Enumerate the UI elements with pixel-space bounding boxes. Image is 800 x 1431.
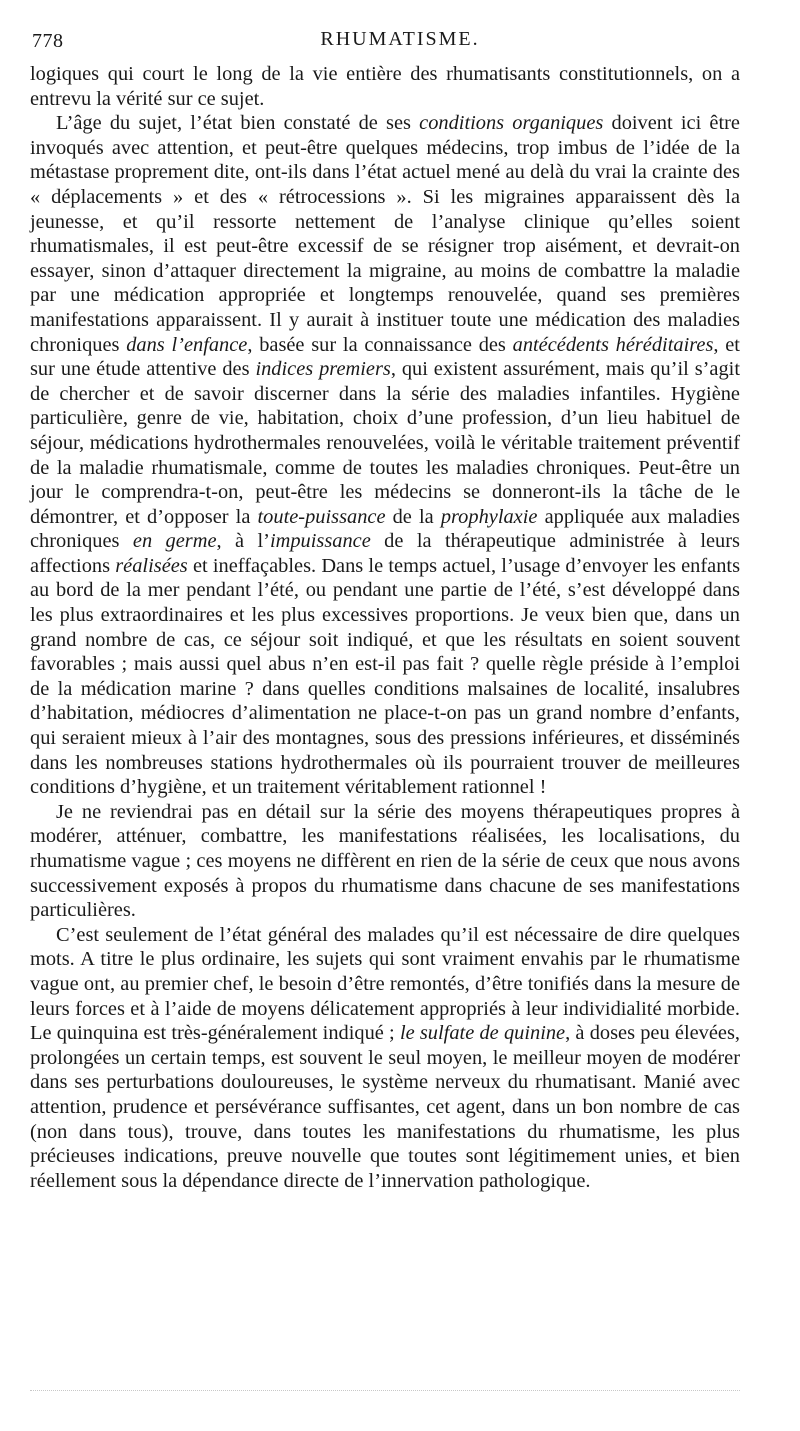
paragraph-3 <box>30 800 740 923</box>
text-run: de la <box>385 505 441 528</box>
text-run: , à doses peu élevées, prolongées un certain temps, est souvent le seul moyen, le meilleur moyen de modérer dans ses perturbations douloureuses, le système nerveux du rhumatisant. Manié avec attention, prudence et persévérance suffisantes, cet agent, dans un bon nombre de cas (non dans tous), trouve, dans toutes les manifestations du rhumatisme, les plus précieuses indications, preuve nouvelle que toutes sont légitimement unies, et bien réellement sous la dépendance directe de l’innervation pathologique. <box>30 1022 740 1192</box>
text-run: , et sur une étude attentive des <box>30 333 740 381</box>
running-title: RHUMATISME. <box>320 28 480 50</box>
book-page <box>30 24 740 1193</box>
text-run: , basée sur la connaissance des <box>247 333 513 356</box>
italic-phrase: conditions organiques <box>419 112 604 135</box>
italic-phrase: prophylaxie <box>440 505 538 528</box>
italic-phrase: indices premiers <box>255 358 391 381</box>
text-run: doivent ici être invoqués avec attention, et peut-être quelques médecins, trop imbus de l’idée de la métastase proprement dite, ont-ils dans l’état actuel mené au delà du vrai la crainte des « déplacements » et des « rétrocessions ». Si les migraines apparaissent dès la jeunesse, et qu’il ressorte nettement de l’analyse clinique qu’elles soient rhumatismales, il est peut-être excessif de se résigner trop aisément, et devrait-on essayer, sinon d’attaquer directement la migraine, au moins de combattre la maladie par une médication appropriée et longtemps renouvelée, quand ses premières manifestations apparaissent. Il y aurait à instituer toute une médication des maladies chroniques <box>30 112 740 356</box>
italic-phrase: réalisées <box>115 554 188 577</box>
italic-phrase: toute-puissance <box>257 505 386 528</box>
italic-phrase: antécédents héréditaires <box>512 333 714 356</box>
page-number: 778 <box>32 30 64 52</box>
text-run: de la thérapeutique administrée à leurs affections <box>30 530 740 577</box>
text-run: et ineffaçables. Dans le temps actuel, l’usage d’envoyer les enfants au bord de la mer pendant l’été, ou pendant une partie de l’été, s’est développé dans les plus extraordinaires et les plus excessives proportions. Je veux bien que, dans un grand nombre de cas, ce séjour soit indiqué, et que les résultats en soient souvent favorables ; mais aussi quel abus n’en est-il pas fait ? quelle règle préside à l’emploi de la médication marine ? dans quelles conditions malsaines de localité, insalubres d’habitation, médiocres d’alimentation ne place-t-on pas un grand nombre d’enfants, qui seraient mieux à l’air des montagnes, sous des pressions inférieures, et disséminés dans les nombreuses stations hydrothermales où ils pourraient trouver de meilleures conditions d’hygiène, et un traitement véritablement rationnel ! <box>30 554 740 799</box>
paragraph-2 <box>30 111 740 800</box>
italic-phrase: en germe <box>132 530 217 553</box>
paragraph-1 <box>30 62 740 111</box>
text-run: , qui existent assurément, mais qu’il s’agit de chercher et de savoir discerner dans la série des maladies infantiles. Hygiène particulière, genre de vie, habitation, choix d’une profession, d’un lieu habituel de séjour, médications hydrothermales renouvelées, voilà le véritable traitement préventif de la maladie rhumatismale, comme de toutes les maladies chroniques. Peut-être un jour le comprendra-t-on, peut-être les médecins se donneront-ils la tâche de le démontrer, et d’opposer la <box>30 358 741 528</box>
running-head <box>30 24 740 54</box>
text-run: L’âge du sujet, l’état bien constaté de ses <box>56 112 420 135</box>
italic-phrase: le sulfate de quinine <box>399 1022 566 1045</box>
body-text <box>30 62 740 1193</box>
italic-phrase: impuissance <box>269 530 371 553</box>
text-run: , à l’ <box>216 530 270 553</box>
paragraph-4 <box>30 923 740 1194</box>
text-run: logiques qui court le long de la vie entière des rhumatisants constitutionnels, on a entrevu la vérité sur ce sujet. <box>30 63 740 110</box>
italic-phrase: dans l’enfance <box>126 333 248 356</box>
text-run: appliquée aux maladies chroniques <box>30 505 740 553</box>
text-run: C’est seulement de l’état général des malades qu’il est nécessaire de dire quelques mots. A titre le plus ordinaire, les sujets qui sont vraiment envahis par le rhumatisme vague ont, au premier chef, le besoin d’être remontés, d’être tonifiés dans la mesure de leurs forces et à l’aide de moyens délicatement appropriés à leur individialité morbide. Le quinquina est très-généralement indiqué ; <box>30 923 740 1045</box>
text-run: Je ne reviendrai pas en détail sur la série des moyens thérapeutiques propres à modérer, atténuer, combattre, les manifestations réalisées, les localisations, du rhumatisme vague ; ces moyens ne diffèrent en rien de la série de ceux que nous avons successivement exposés à propos du rhumatisme dans chacune de ses manifestations particulières. <box>30 800 740 922</box>
footer-rule <box>30 1390 740 1391</box>
